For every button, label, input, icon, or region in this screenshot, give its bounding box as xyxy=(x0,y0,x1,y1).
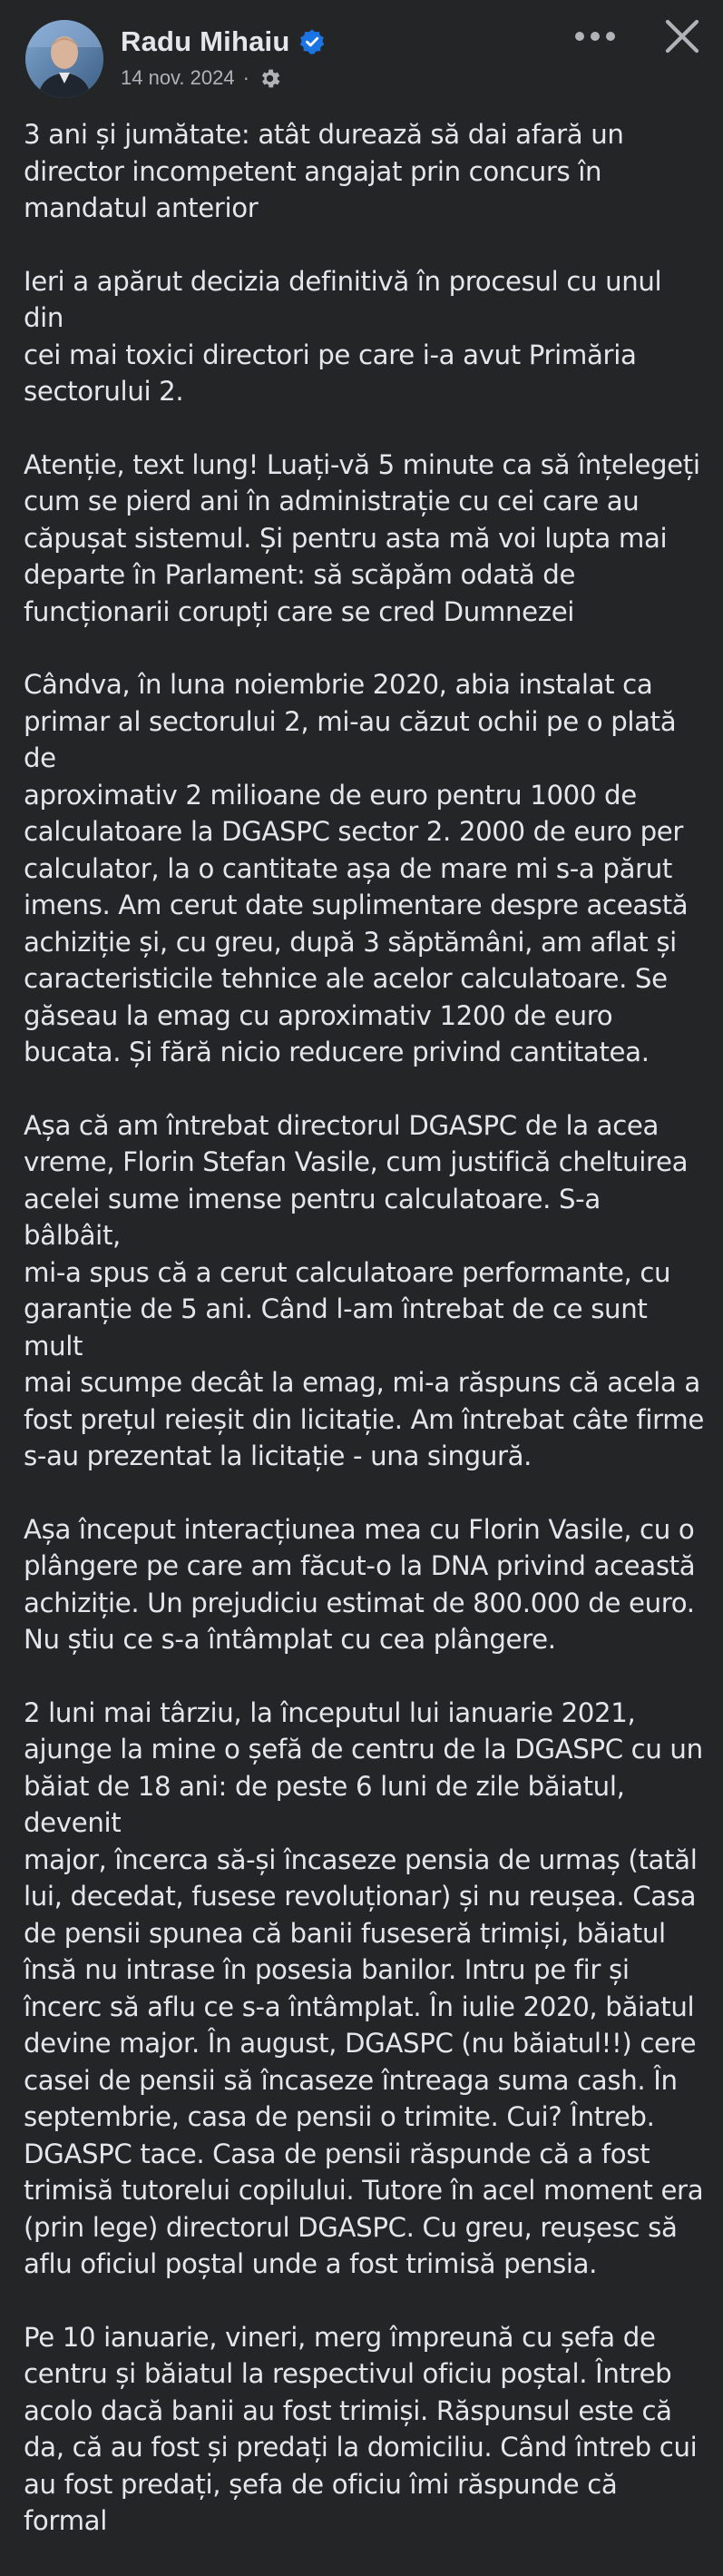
post-paragraph: Așa început interacțiunea mea cu Florin Vasile, cu o plângere pe care am făcut-o la DNA privind această achiziție. Un prejudiciu estimat de 800.000 de euro. Nu știu ce s-a întâmplat cu cea plângere. xyxy=(24,1513,696,1655)
avatar-image xyxy=(25,20,103,98)
author-name[interactable]: Radu Mihaiu xyxy=(121,25,290,57)
post-paragraph: Cândva, în luna noiembrie 2020, abia instalat ca primar al sectorului 2, mi-au căzut ochii pe o plată de aproximativ 2 milioane de euro pentru 1000 de calculatoare la DGASPC sector 2. 2000 de euro per calculator, la o cantitate așa de mare mi s-a părut imens. Am cerut date suplimentare despre această achiziție și, cu greu, după 3 săptămâni, am aflat și caracteristicile tehnice ale acelor calculatoare. Se găseau la emag cu aproximativ 1200 de euro bucata. Și fără nicio reducere privind cantitatea. xyxy=(24,669,689,1067)
more-options-icon xyxy=(572,30,618,43)
close-button[interactable] xyxy=(660,15,704,58)
verified-badge-icon xyxy=(298,28,326,55)
post-paragraph: Pe 10 ianuarie, vineri, merg împreună cu șefa de centru și băiatul la respectivul oficiu poștal. Întreb acolo dacă banii au fost trimiși. Răspunsul este că da, că au fost și predați la domiciliu. Când întreb cui au fost predați, șefa de oficiu îmi răspunde că formal xyxy=(24,2321,698,2536)
more-options-button[interactable] xyxy=(570,18,620,54)
post-body xyxy=(24,116,704,2576)
post-paragraph: Atenție, text lung! Luați-vă 5 minute ca să înțelegeți cum se pierd ani în administrație cu cei care au căpușat sistemul. Și pentru asta mă voi lupta mai departe în Parlament: să scăpăm odată de funcționarii corupți care se cred Dumnezei xyxy=(24,448,700,627)
post-date[interactable]: 14 nov. 2024 xyxy=(121,66,235,89)
gear-icon[interactable] xyxy=(258,66,282,91)
post-meta xyxy=(121,63,282,93)
meta-separator: · xyxy=(242,66,249,89)
author-row xyxy=(121,22,326,62)
post-paragraph: 3 ani și jumătate: atât durează să dai afară un director incompetent angajat prin concurs în mandatul anterior xyxy=(24,119,624,223)
post-paragraph: Ieri a apărut decizia definitivă în procesul cu unul din cei mai toxici directori pe care i-a avut Primăria sectorului 2. xyxy=(24,265,662,407)
post-header xyxy=(0,0,723,113)
avatar[interactable] xyxy=(25,20,103,98)
post-paragraph: 2 luni mai târziu, la începutul lui ianuarie 2021, ajunge la mine o șefă de centru de la DGASPC cu un băiat de 18 ani: de peste 6 luni de zile băiatul, devenit major, încerca să-și încaseze pensia de urmaș (tatăl lui, decedat, fusese revoluționar) și nu reușea. Casa de pensii spunea că banii fuseseră trimiși, băiatul însă nu intrase în posesia banilor. Intru pe fir și încerc să aflu ce s-a întâmplat. În iulie 2020, băiatul devine major. În august, DGASPC (nu băiatul!!) cere casei de pensii să încaseze întreaga suma cash. În septembrie, casa de pensii o trimite. Cui? Întreb. DGASPC tace. Casa de pensii răspunde că a fost trimisă tutorelui copilului. Tutore în acel moment era (prin lege) directorul DGASPC. Cu greu, reușesc să aflu oficiul poștal unde a fost trimisă pensia. xyxy=(24,1696,704,2279)
close-icon xyxy=(664,18,700,54)
post-paragraph: Așa că am întrebat directorul DGASPC de la acea vreme, Florin Stefan Vasile, cum justifică cheltuirea acelei sume imense pentru calculatoare. S-a bâlbâit, mi-a spus că a cerut calculatoare performante, cu garanție de 5 ani. Când l-am întrebat de ce sunt mult mai scumpe decât la emag, mi-a răspuns că acela a fost prețul reieșit din licitație. Am întrebat câte firme s-au prezentat la licitație - una singură. xyxy=(24,1109,704,1471)
